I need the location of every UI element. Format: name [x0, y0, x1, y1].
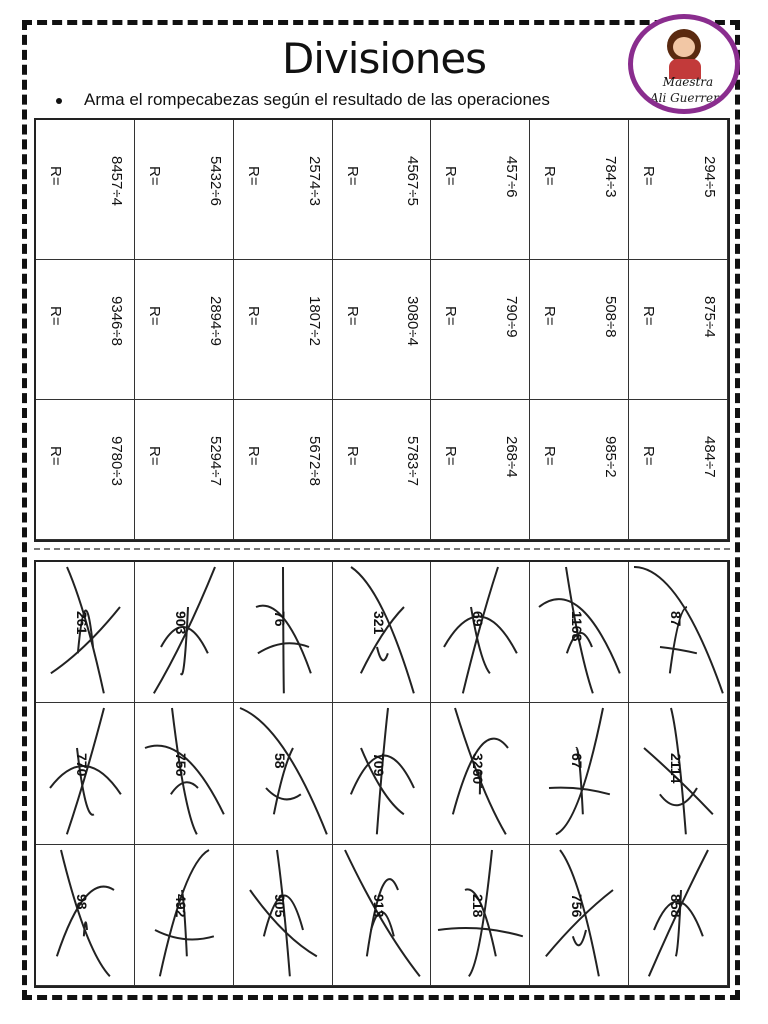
puzzle-answer: 69	[469, 611, 486, 628]
answer-label: R=	[343, 166, 361, 186]
puzzle-art	[234, 562, 333, 703]
division-operation: 784÷3	[602, 156, 620, 198]
division-cell	[333, 400, 432, 540]
puzzle-piece[interactable]	[629, 845, 728, 986]
art-line	[61, 850, 110, 976]
art-line	[283, 567, 284, 693]
division-cell	[333, 120, 432, 260]
puzzle-answer: 756	[568, 894, 585, 918]
puzzle-answer: 709	[370, 752, 387, 777]
division-cell	[530, 120, 629, 260]
art-line	[549, 788, 610, 795]
division-operation: 790÷9	[503, 296, 521, 338]
bullet-icon	[56, 98, 62, 104]
answer-label: R=	[442, 306, 460, 326]
puzzle-answer: 218	[469, 894, 486, 918]
puzzle-grid	[34, 560, 730, 988]
division-cell	[36, 120, 135, 260]
division-operation: 5294÷7	[206, 436, 224, 486]
division-operation: 875÷4	[700, 296, 718, 338]
badge-line1: Maestra	[662, 75, 714, 89]
division-cell	[234, 120, 333, 260]
puzzle-piece[interactable]	[333, 845, 432, 986]
puzzle-answer: 76	[272, 611, 289, 628]
division-cell	[629, 120, 728, 260]
puzzle-piece[interactable]	[530, 703, 629, 844]
puzzle-piece[interactable]	[234, 562, 333, 703]
division-table	[34, 118, 730, 542]
art-line	[660, 788, 697, 805]
answer-label: R=	[244, 306, 262, 326]
answer-label: R=	[640, 306, 658, 326]
badge-line2: Ali Guerrero	[649, 91, 727, 105]
division-operation: 268÷4	[503, 436, 521, 478]
instruction-text: Arma el rompecabezas según el resultado de las operaciones	[84, 90, 550, 109]
puzzle-piece[interactable]	[431, 703, 530, 844]
author-badge	[628, 14, 740, 114]
division-operation: 985÷2	[602, 436, 620, 478]
answer-label: R=	[343, 306, 361, 326]
division-cell	[36, 260, 135, 400]
answer-label: R=	[47, 446, 64, 466]
division-operation: 1807÷2	[305, 296, 323, 346]
puzzle-answer: 67	[568, 752, 585, 769]
art-line	[377, 647, 388, 660]
division-cell	[333, 260, 432, 400]
puzzle-answer: 261	[74, 611, 91, 635]
division-cell	[234, 260, 333, 400]
answer-label: R=	[145, 446, 163, 466]
answer-label: R=	[145, 166, 163, 186]
puzzle-piece[interactable]	[333, 562, 432, 703]
division-cell	[431, 260, 530, 400]
puzzle-answer: 903	[173, 611, 190, 635]
puzzle-piece[interactable]	[135, 845, 234, 986]
puzzle-art	[629, 562, 728, 703]
division-operation: 9346÷8	[107, 296, 125, 346]
division-cell	[530, 400, 629, 540]
answer-label: R=	[541, 306, 559, 326]
answer-label: R=	[541, 446, 559, 466]
division-cell	[135, 400, 234, 540]
puzzle-piece[interactable]	[234, 845, 333, 986]
puzzle-piece[interactable]	[629, 562, 728, 703]
division-cell	[629, 260, 728, 400]
division-cell	[135, 260, 234, 400]
puzzle-piece[interactable]	[36, 703, 135, 844]
answer-label: R=	[47, 306, 64, 326]
puzzle-art	[431, 562, 530, 703]
puzzle-answer: 3260	[469, 752, 486, 784]
answer-label: R=	[145, 306, 163, 326]
puzzle-answer: 1168	[568, 611, 585, 642]
division-operation: 3080÷4	[404, 296, 422, 346]
division-operation: 2894÷9	[206, 296, 224, 346]
puzzle-piece[interactable]	[530, 562, 629, 703]
puzzle-answer: 905	[272, 894, 289, 918]
puzzle-answer: 858	[667, 894, 684, 918]
division-cell	[135, 120, 234, 260]
puzzle-answer: 492	[173, 894, 190, 918]
division-cell	[234, 400, 333, 540]
answer-label: R=	[244, 166, 262, 186]
puzzle-answer: 58	[272, 752, 289, 769]
puzzle-piece[interactable]	[36, 562, 135, 703]
art-line	[634, 567, 723, 693]
puzzle-answer: 2114	[667, 752, 684, 784]
answer-label: R=	[442, 166, 460, 186]
answer-label: R=	[47, 166, 64, 186]
art-line	[660, 647, 697, 653]
division-operation: 5672÷8	[305, 436, 323, 486]
puzzle-art	[530, 703, 629, 844]
puzzle-piece[interactable]	[333, 703, 432, 844]
puzzle-art	[234, 703, 333, 844]
puzzle-answer: 770	[74, 752, 91, 777]
division-operation: 8457÷4	[107, 156, 125, 206]
puzzle-art	[36, 845, 135, 986]
puzzle-piece[interactable]	[135, 703, 234, 844]
puzzle-piece[interactable]	[629, 703, 728, 844]
puzzle-piece[interactable]	[431, 845, 530, 986]
answer-label: R=	[343, 446, 361, 466]
answer-label: R=	[640, 166, 658, 186]
instruction	[56, 90, 550, 110]
division-cell	[629, 400, 728, 540]
division-operation: 5432÷6	[206, 156, 224, 206]
division-operation: 457÷6	[503, 156, 521, 198]
puzzle-piece[interactable]	[431, 562, 530, 703]
puzzle-answer: 98	[74, 894, 91, 910]
art-line	[266, 788, 301, 799]
division-operation: 294÷5	[700, 156, 718, 198]
answer-label: R=	[244, 446, 262, 466]
division-operation: 5783÷7	[404, 436, 422, 486]
cut-line	[34, 548, 730, 550]
division-cell	[431, 120, 530, 260]
teacher-face	[673, 37, 695, 57]
answer-label: R=	[640, 446, 658, 466]
puzzle-answer: 321	[370, 611, 387, 635]
division-cell	[36, 400, 135, 540]
division-operation: 9780÷3	[107, 436, 125, 486]
page-title: Divisiones	[281, 34, 487, 83]
art-line	[155, 930, 214, 940]
puzzle-piece[interactable]	[36, 845, 135, 986]
puzzle-piece[interactable]	[234, 703, 333, 844]
answer-label: R=	[442, 446, 460, 466]
puzzle-piece[interactable]	[135, 562, 234, 703]
division-operation: 4567÷5	[404, 156, 422, 206]
puzzle-answer: 913	[370, 894, 387, 918]
puzzle-answer: 756	[173, 752, 190, 777]
division-cell	[431, 400, 530, 540]
division-operation: 2574÷3	[305, 156, 323, 206]
puzzle-piece[interactable]	[530, 845, 629, 986]
art-line	[573, 930, 586, 945]
puzzle-answer: 87	[667, 611, 684, 628]
division-operation: 484÷7	[700, 436, 718, 478]
division-operation: 508÷8	[602, 296, 620, 338]
art-line	[463, 567, 498, 693]
division-cell	[530, 260, 629, 400]
answer-label: R=	[541, 166, 559, 186]
